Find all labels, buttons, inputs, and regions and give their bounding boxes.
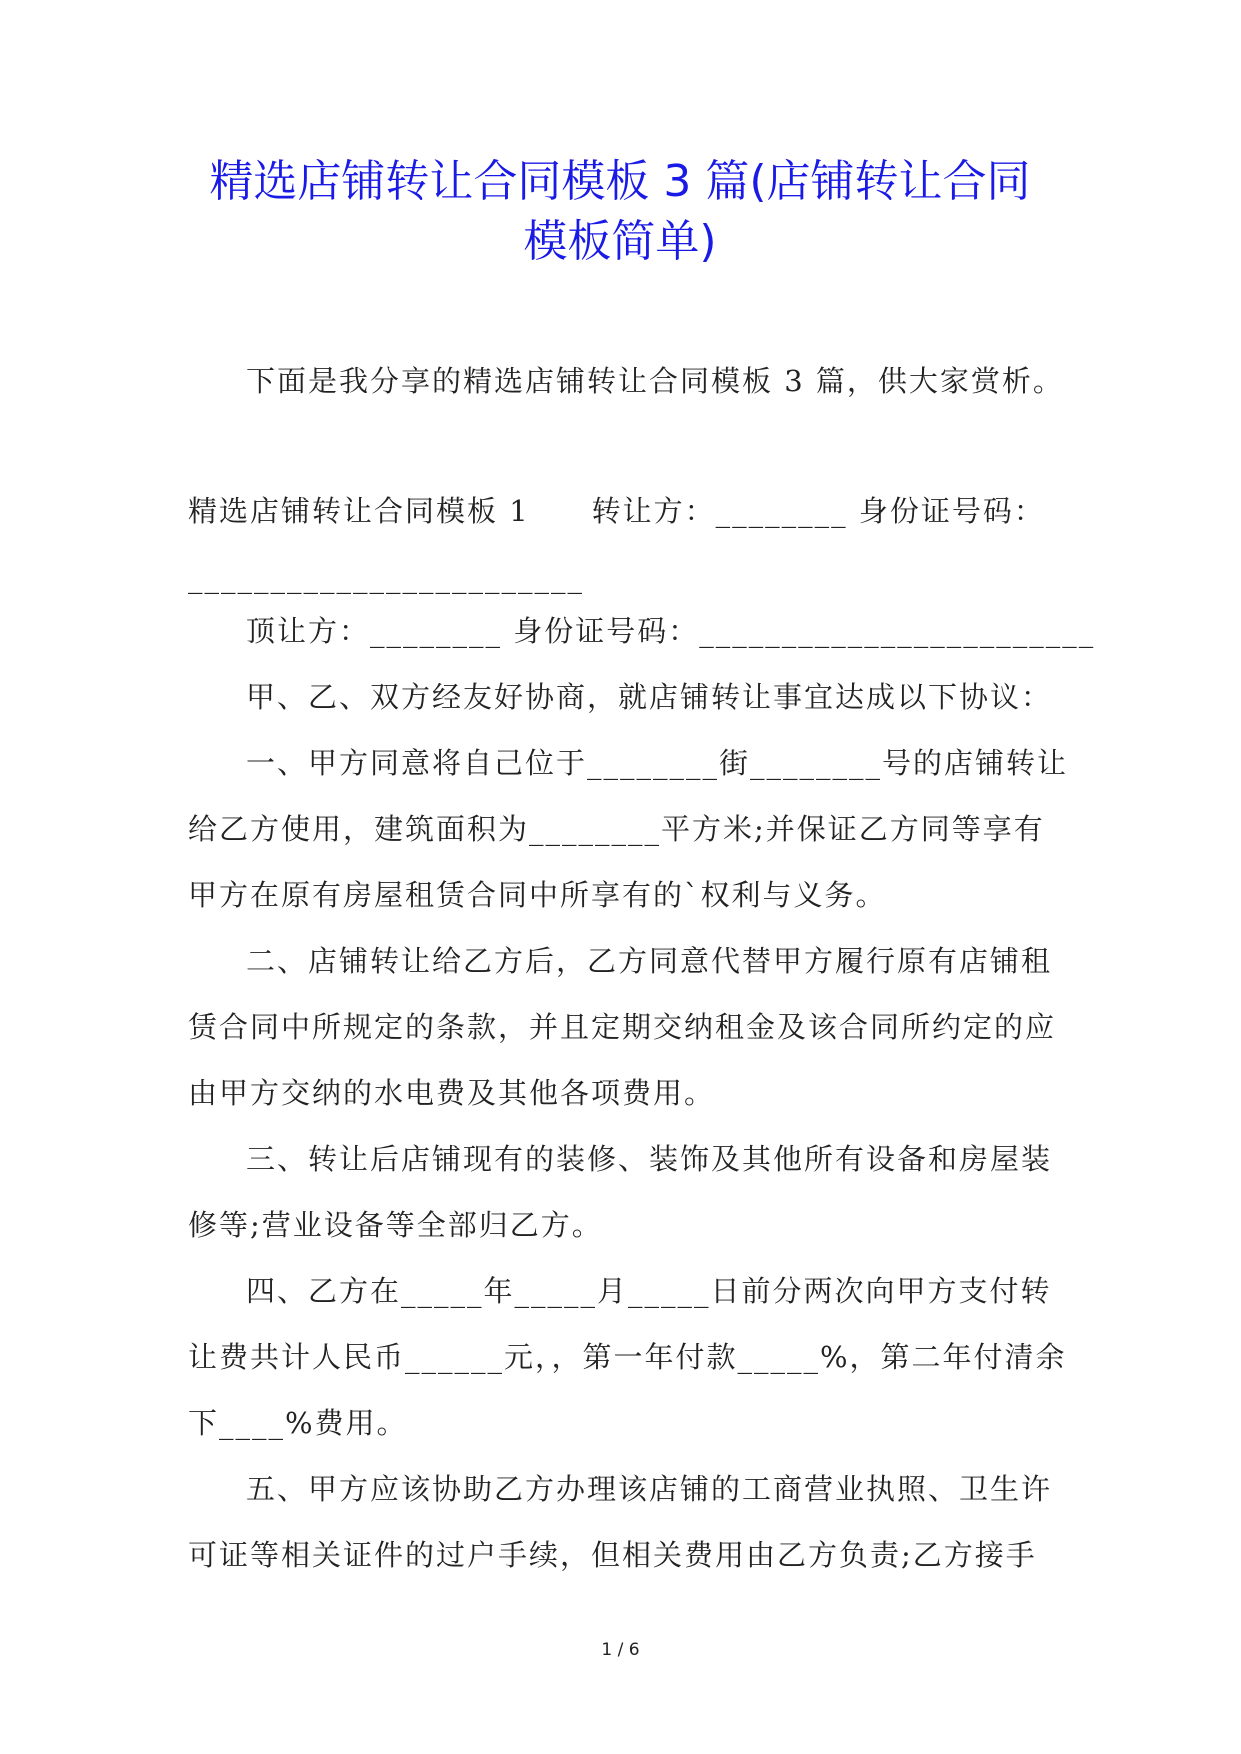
- intro-paragraph: [188, 348, 1064, 414]
- body-line: 由甲方交纳的水电费及其他各项费用。: [188, 1076, 716, 1110]
- body-line: 三、转让后店铺现有的装修、装饰及其他所有设备和房屋装: [246, 1142, 1053, 1176]
- body-line: 可证等相关证件的过户手续，但相关费用由乙方负责;乙方接手: [188, 1538, 1037, 1572]
- intro-text: 下面是我分享的精选店铺转让合同模板 3 篇，供大家赏析。: [246, 364, 1064, 398]
- document-title: [150, 152, 1090, 272]
- body-line: 让费共计人民币______元，，第一年付款_____%，第二年付清余: [188, 1340, 1067, 1374]
- body-line: 一、甲方同意将自己位于________街________号的店铺转让: [246, 746, 1069, 780]
- body-line: 甲方在原有房屋租赁合同中所享有的`权利与义务。: [188, 878, 887, 912]
- body-line: 赁合同中所规定的条款，并且定期交纳租金及该合同所约定的应: [188, 1010, 1057, 1044]
- title-line-2: 模板简单): [523, 216, 717, 267]
- body-line: 四、乙方在_____年_____月_____日前分两次向甲方支付转: [246, 1274, 1052, 1308]
- contract-heading: [188, 478, 1058, 610]
- heading-line-2: ________________________: [188, 560, 584, 594]
- body-line: 修等;营业设备等全部归乙方。: [188, 1208, 603, 1242]
- body-line: 甲、乙、双方经友好协商，就店铺转让事宜达成以下协议：: [246, 680, 1053, 714]
- body-line: 五、甲方应该协助乙方办理该店铺的工商营业执照、卫生许: [246, 1472, 1053, 1506]
- body-line: 二、店铺转让给乙方后，乙方同意代替甲方履行原有店铺租: [246, 944, 1053, 978]
- page-number: 1 / 6: [601, 1640, 640, 1660]
- title-line-1: 精选店铺转让合同模板 3 篇(店铺转让合同: [209, 156, 1031, 207]
- contract-body: [188, 598, 1096, 1588]
- body-line: 顶让方：________ 身份证号码：________________________: [246, 614, 1096, 648]
- heading-line-1: 精选店铺转让合同模板 1 转让方：________ 身份证号码：: [188, 494, 1045, 528]
- body-line: 给乙方使用，建筑面积为________平方米;并保证乙方同等享有: [188, 812, 1045, 846]
- body-line: 下____%费用。: [188, 1406, 408, 1440]
